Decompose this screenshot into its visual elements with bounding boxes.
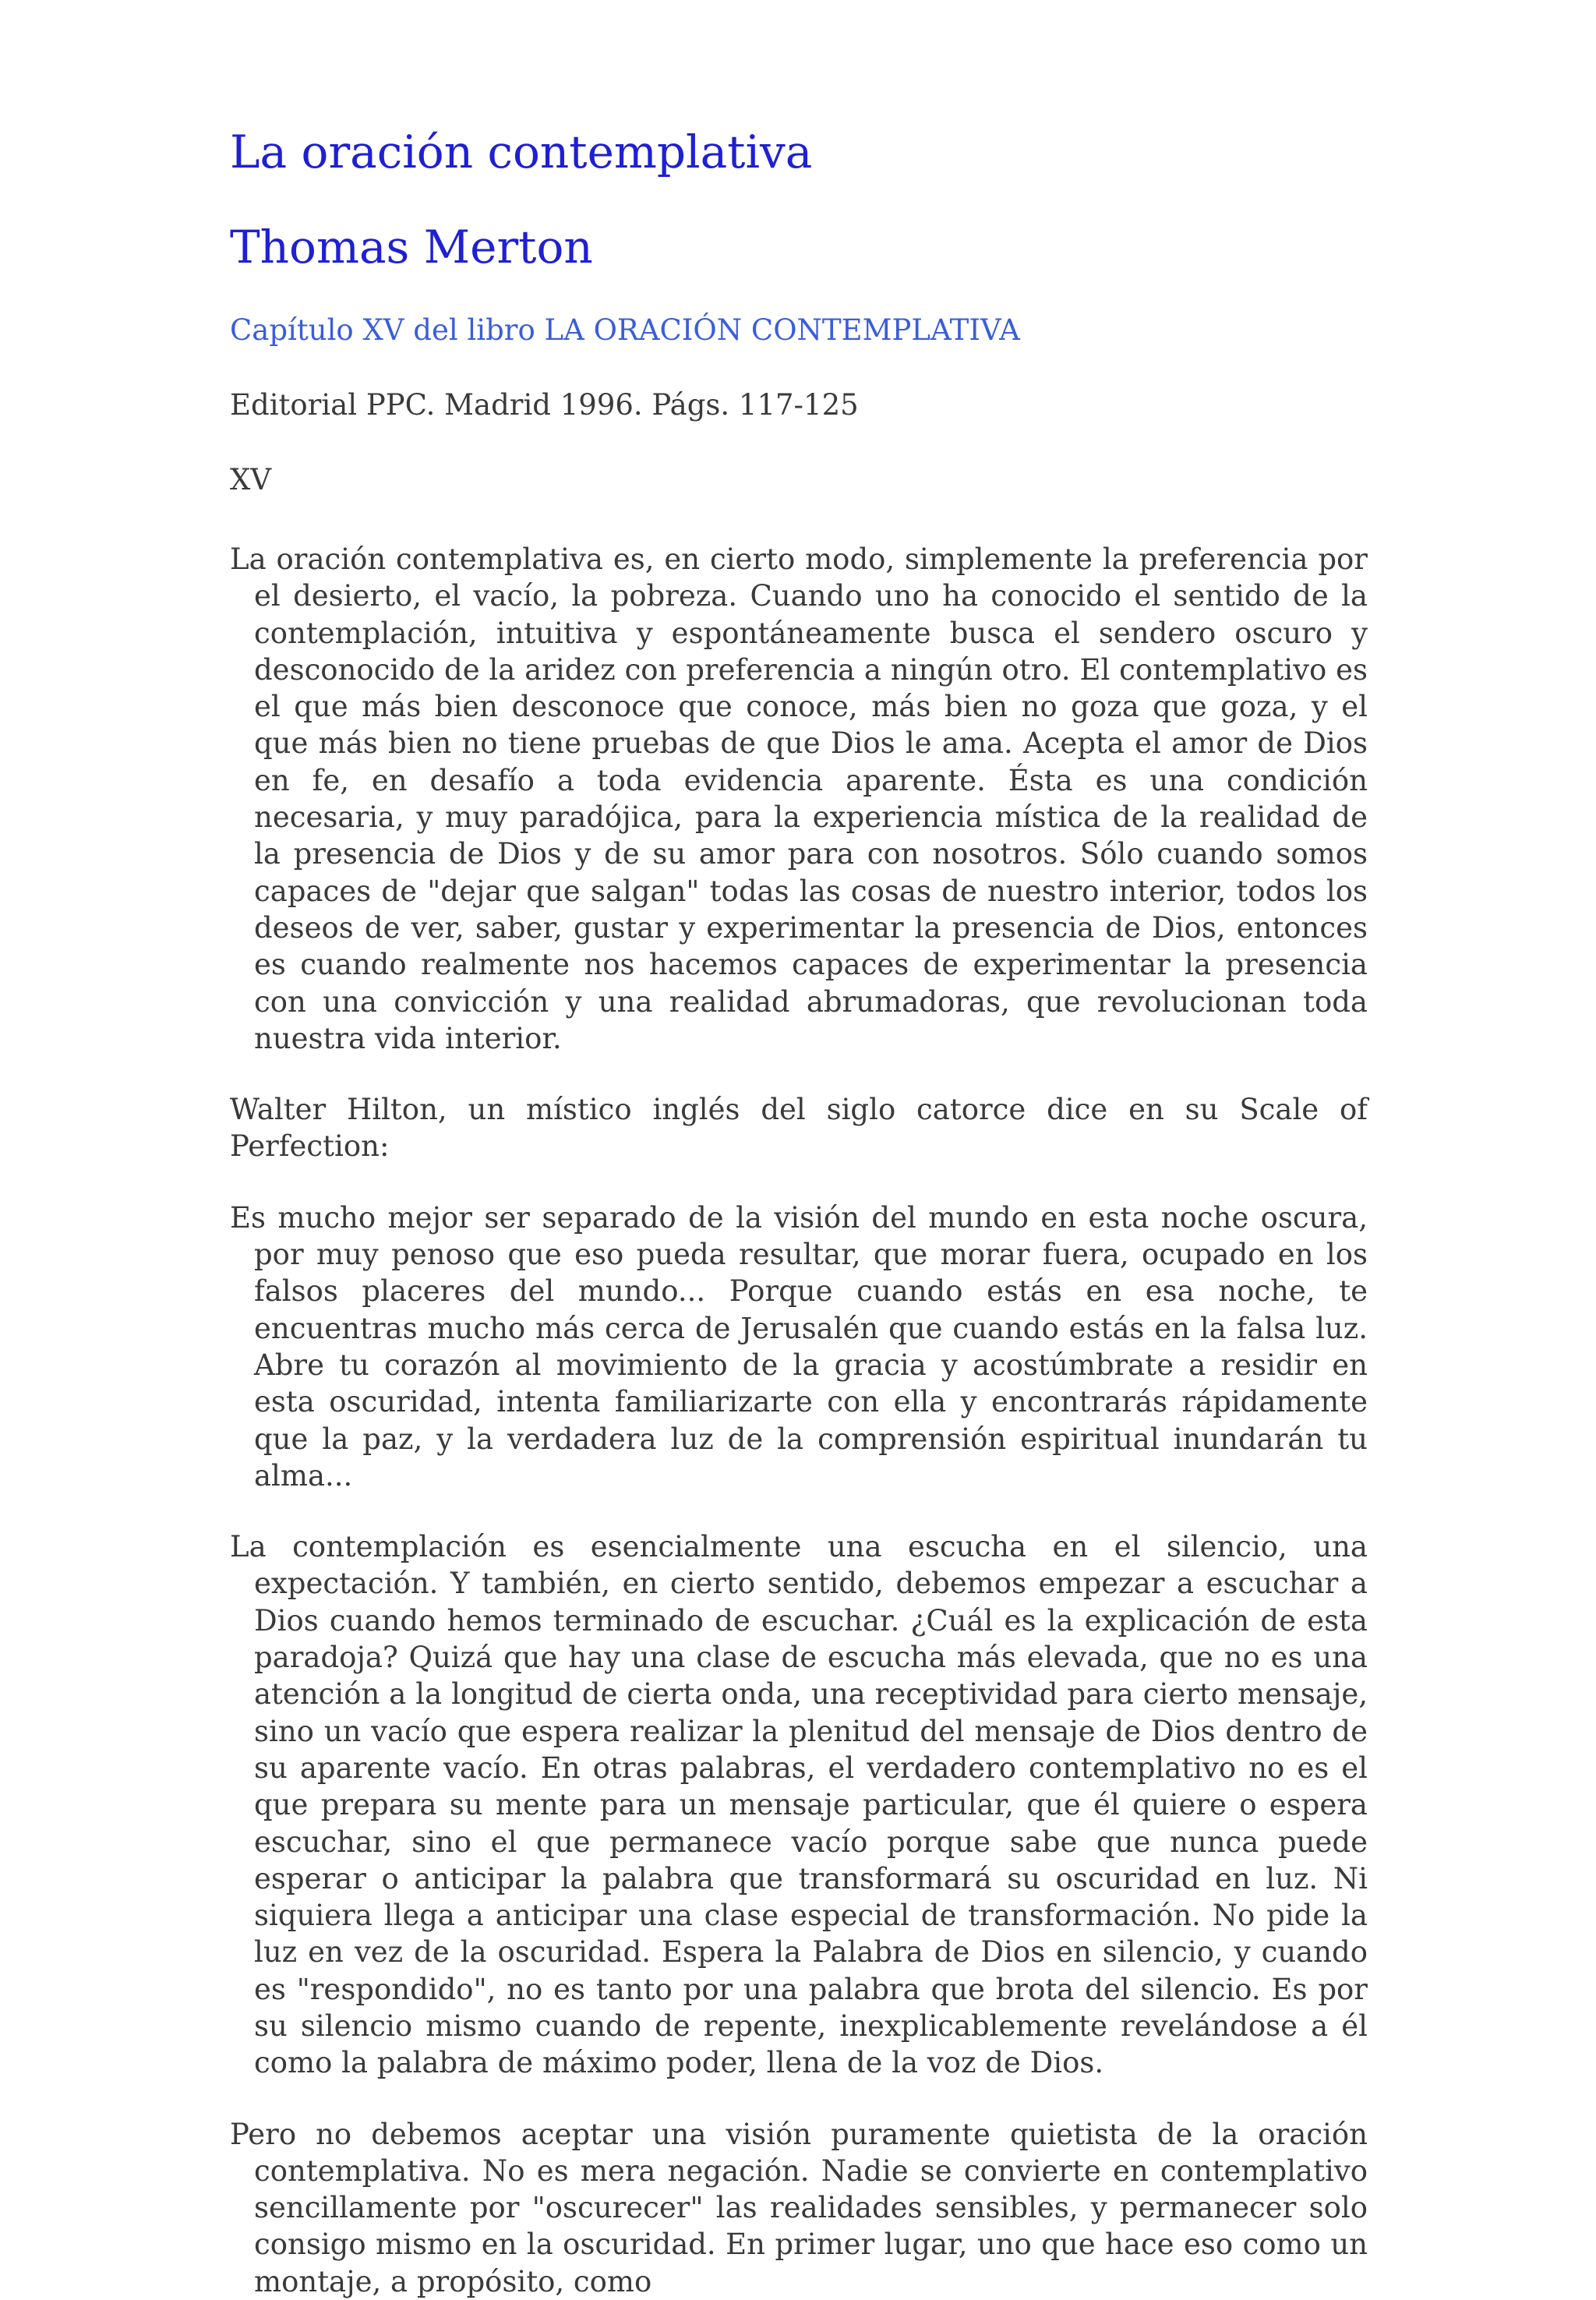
paragraph-3-quote: Es mucho mejor ser separado de la visión del mundo en esta noche oscura, por muy penoso que eso pueda resultar, que morar fuera, ocupado en los falsos placeres del mundo... Porque cuando estás en esa noche, te encuentras mucho más cerca de Jerusalén que cuando estás en la falsa luz. Abre tu corazón al movimiento de la gracia y acostúmbrate a residir en esta oscuridad, intenta familiarizarte con ella y encontrarás rápidamente que la paz, y la verdadera luz de la comprensión espiritual inundarán tu alma... bbox=[230, 1200, 1368, 1493]
paragraph-4: La contemplación es esencialmente una escucha en el silencio, una expectación. Y también, en cierto sentido, debemos empezar a escuchar a Dios cuando hemos terminado de escuchar. ¿Cuál es la explicación de esta paradoja? Quizá que hay una clase de escucha más elevada, que no es una atención a la longitud de cierta onda, una receptividad para cierto mensaje, sino un vacío que espera realizar la plenitud del mensaje de Dios dentro de su aparente vacío. En otras palabras, el verdadero contemplativo no es el que prepara su mente para un mensaje particular, que él quiere o espera escuchar, sino el que permanece vacío porque sabe que nunca puede esperar o anticipar la palabra que transformará su oscuridad en luz. Ni siquiera llega a anticipar una clase especial de transformación. No pide la luz en vez de la oscuridad. Espera la Palabra de Dios en silencio, y cuando es "respondido", no es tanto por una palabra que brota del silencio. Es por su silencio mismo cuando de repente, inexplicablemente revelándose a él como la palabra de máximo poder, llena de la voz de Dios. bbox=[230, 1530, 1368, 2080]
document-title: La oración contemplativa bbox=[230, 125, 813, 178]
chapter-number: XV bbox=[230, 463, 272, 496]
publication-info: Editorial PPC. Madrid 1996. Págs. 117-125 bbox=[230, 388, 859, 422]
paragraph-5: Pero no debemos aceptar una visión puramente quietista de la oración contemplativa. No es mera negación. Nadie se convierte en contemplativo sencillamente por "oscurecer" las realidades sensibles, y permanecer solo consigo mismo en la oscuridad. En primer lugar, uno que hace eso como un montaje, a propósito, como bbox=[230, 2117, 1368, 2298]
paragraph-1: La oración contemplativa es, en cierto modo, simplemente la preferencia por el desierto, el vacío, la pobreza. Cuando uno ha conocido el sentido de la contemplación, intuitiva y espontáneamente busca el sendero oscuro y desconocido de la aridez con preferencia a ningún otro. El contemplativo es el que más bien desconoce que conoce, más bien no goza que goza, y el que más bien no tiene pruebas de que Dios le ama. Acepta el amor de Dios en fe, en desafío a toda evidencia aparente. Ésta es una condición necesaria, y muy paradójica, para la experiencia mística de la realidad de la presencia de Dios y de su amor para con nosotros. Sólo cuando somos capaces de "dejar que salgan" todas las cosas de nuestro interior, todos los deseos de ver, saber, gustar y experimentar la presencia de Dios, entonces es cuando realmente nos hacemos capaces de experimentar la presencia con una convicción y una realidad abrumadoras, que revolucionan toda nuestra vida interior. bbox=[230, 542, 1368, 1055]
document-author: Thomas Merton bbox=[230, 221, 593, 274]
chapter-reference: Capítulo XV del libro LA ORACIÓN CONTEMPLATIVA bbox=[230, 313, 1020, 347]
document-page bbox=[230, 117, 1368, 2300]
paragraph-2: Walter Hilton, un místico inglés del siglo catorce dice en su Scale of Perfection: bbox=[230, 1093, 1368, 1164]
